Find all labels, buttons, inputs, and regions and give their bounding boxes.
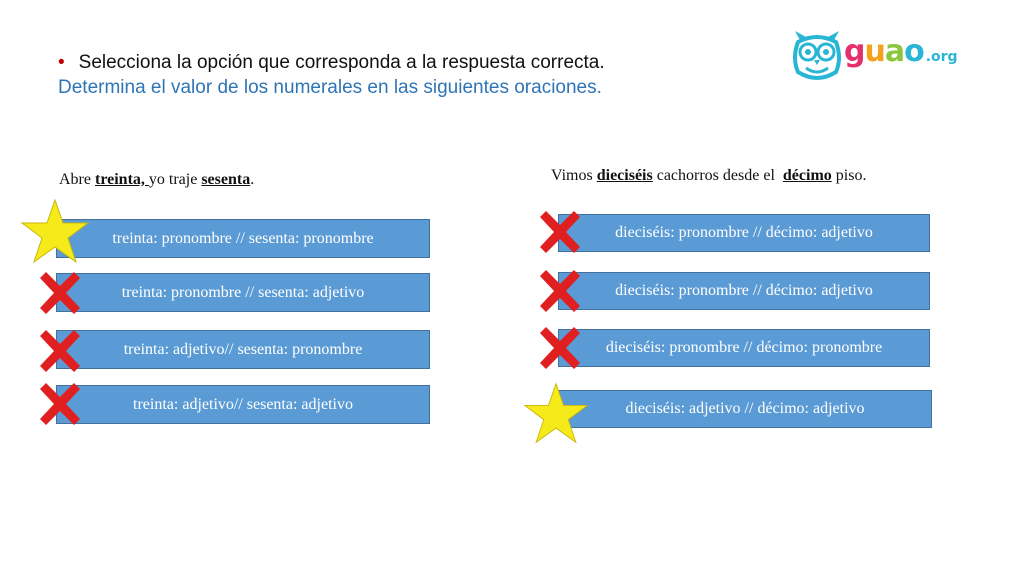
star-icon <box>523 381 589 445</box>
sentence-keyword: décimo <box>782 167 832 184</box>
answer-option-right-4[interactable] <box>558 390 932 428</box>
option-label: treinta: pronombre // sesenta: pronombre <box>112 229 374 247</box>
x-icon <box>540 327 580 369</box>
logo-letter-o: o <box>904 34 924 69</box>
owl-icon <box>792 30 842 82</box>
bullet: • <box>58 52 65 73</box>
instruction-text <box>58 52 605 74</box>
answer-option-left-1[interactable] <box>56 219 430 258</box>
option-label: dieciséis: pronombre // décimo: pronombre <box>605 339 883 356</box>
logo-wordmark <box>844 34 958 69</box>
sentence-text: . <box>250 171 255 188</box>
logo-letter-g: g <box>844 34 865 69</box>
sentence-text: Abre <box>59 171 95 188</box>
question-sentence-right <box>551 167 866 185</box>
sentence-keyword: treinta, <box>94 171 149 188</box>
answer-option-left-4[interactable] <box>56 385 430 424</box>
x-icon <box>40 383 80 425</box>
answer-option-right-1[interactable] <box>558 214 930 252</box>
sentence-keyword: sesenta <box>201 171 251 188</box>
logo-letter-a: a <box>884 34 905 69</box>
star-icon <box>20 198 90 264</box>
sentence-text: piso. <box>831 167 867 184</box>
x-icon <box>540 211 580 253</box>
guao-logo <box>792 28 967 82</box>
answer-option-right-2[interactable] <box>558 272 930 310</box>
x-icon <box>540 270 580 312</box>
subtitle: Determina el valor de los numerales en las siguientes oraciones. <box>58 77 602 98</box>
sentence-text: yo traje <box>148 171 202 188</box>
option-label: dieciséis: adjetivo // décimo: adjetivo <box>625 400 865 417</box>
x-icon <box>40 330 80 372</box>
answer-option-left-2[interactable] <box>56 273 430 312</box>
x-icon <box>40 272 80 314</box>
question-sentence-left <box>59 171 254 189</box>
answer-option-left-3[interactable] <box>56 330 430 369</box>
logo-letter-u: u <box>864 34 885 69</box>
instruction-label: Selecciona la opción que corresponda a la respuesta correcta. <box>78 52 605 73</box>
option-label: treinta: adjetivo// sesenta: adjetivo <box>133 395 353 413</box>
option-label: dieciséis: pronombre // décimo: adjetivo <box>615 282 873 299</box>
option-label: treinta: adjetivo// sesenta: pronombre <box>123 340 363 358</box>
sentence-keyword: dieciséis <box>596 167 653 184</box>
sentence-text: Vimos <box>551 167 597 184</box>
sentence-text: cachorros desde el <box>652 167 783 184</box>
option-label: treinta: pronombre // sesenta: adjetivo <box>121 283 365 301</box>
logo-org: .org <box>925 49 958 65</box>
answer-option-right-3[interactable] <box>558 329 930 367</box>
option-label: dieciséis: pronombre // décimo: adjetivo <box>615 224 873 241</box>
